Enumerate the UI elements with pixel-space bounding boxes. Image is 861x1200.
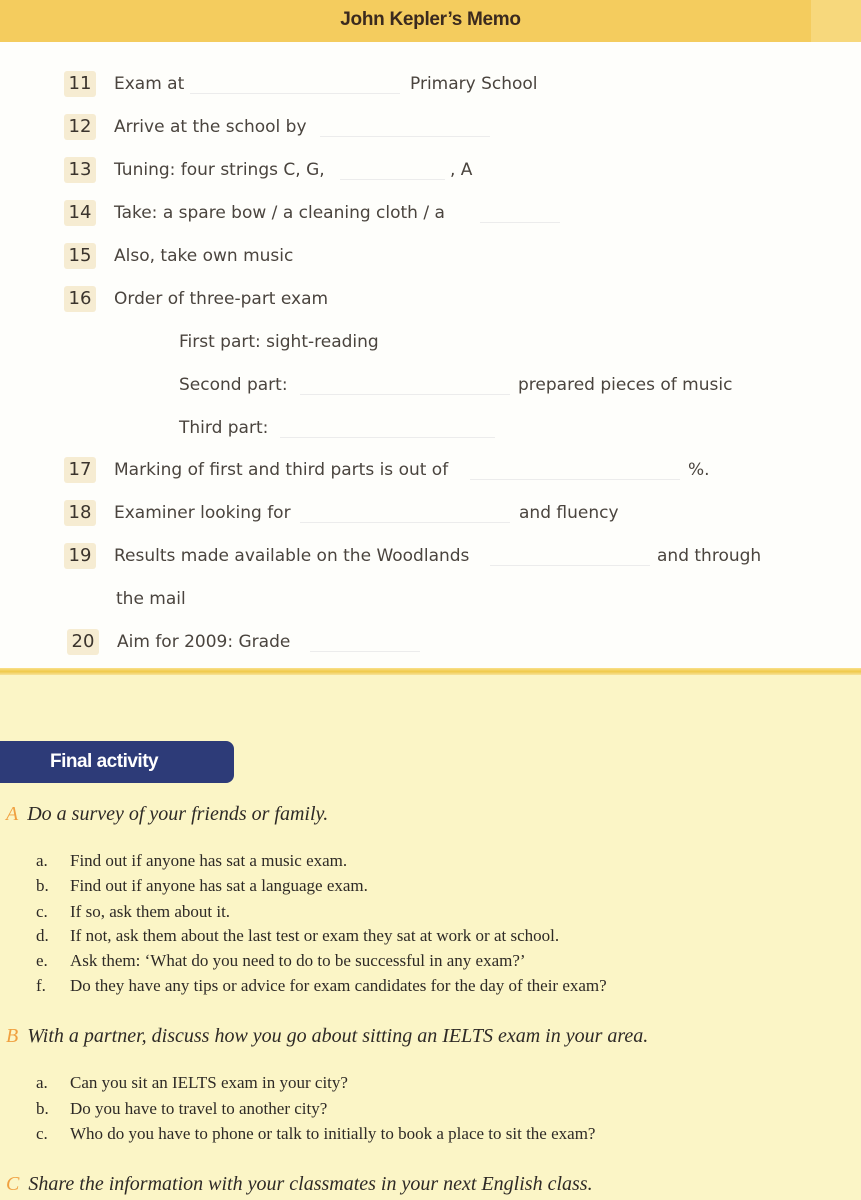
- task-a-item: [36, 851, 347, 871]
- task-b: [6, 1025, 648, 1048]
- answer-blank[interactable]: [300, 394, 510, 395]
- item-text: If not, ask them about the last test or exam they sat at work or at school.: [70, 926, 560, 945]
- answer-blank[interactable]: [310, 651, 420, 652]
- section-divider: [0, 668, 861, 675]
- task-letter: A: [6, 803, 19, 825]
- item-text: Exam at: [114, 74, 185, 94]
- exam-part-second: [0, 372, 861, 402]
- memo-item-13: [0, 157, 861, 187]
- task-a-item: [36, 951, 526, 971]
- item-text: the mail: [116, 589, 186, 609]
- item-label: b.: [36, 876, 49, 895]
- task-a-item: [36, 926, 559, 946]
- question-number: 19: [64, 543, 96, 569]
- item-text: Results made available on the Woodlands: [114, 546, 470, 566]
- memo-item-11: [0, 71, 861, 101]
- final-activity-title: Final activity: [50, 751, 159, 772]
- memo-item-15: [0, 243, 861, 273]
- item-text: Who do you have to phone or talk to initially to book a place to sit the exam?: [70, 1124, 596, 1143]
- answer-blank[interactable]: [470, 479, 680, 480]
- memo-item-14: [0, 200, 861, 230]
- item-text: If so, ask them about it.: [70, 902, 231, 921]
- item-text: Ask them: ‘What do you need to do to be successful in any exam?’: [70, 951, 526, 970]
- question-number: 15: [64, 243, 96, 269]
- final-activity-badge: [0, 741, 234, 783]
- answer-blank[interactable]: [320, 136, 490, 137]
- item-text: Tuning: four strings C, G,: [114, 160, 325, 180]
- task-text: Do a survey of your friends or family.: [27, 803, 329, 825]
- memo-item-19-continuation: [0, 586, 861, 616]
- item-text-after: Primary School: [410, 74, 538, 94]
- task-letter: C: [6, 1173, 20, 1195]
- task-letter: B: [6, 1025, 19, 1047]
- answer-blank[interactable]: [480, 222, 560, 223]
- memo-item-16: [0, 286, 861, 316]
- item-text-after: , A: [450, 160, 473, 180]
- question-number: 20: [67, 629, 99, 655]
- exam-part-first: [0, 329, 861, 359]
- question-number: 12: [64, 114, 96, 140]
- item-text-after: and through: [657, 546, 762, 566]
- question-number: 18: [64, 500, 96, 526]
- item-text: Marking of first and third parts is out of: [114, 460, 449, 480]
- item-text: Can you sit an IELTS exam in your city?: [70, 1073, 348, 1092]
- memo-title: John Kepler’s Memo: [340, 9, 521, 30]
- item-text: Find out if anyone has sat a music exam.: [70, 851, 348, 870]
- answer-blank[interactable]: [190, 93, 400, 94]
- item-text: Examiner looking for: [114, 503, 291, 523]
- item-text: Order of three-part exam: [114, 289, 329, 309]
- item-text: Also, take own music: [114, 246, 294, 266]
- question-number: 11: [64, 71, 96, 97]
- item-label: d.: [36, 926, 49, 945]
- task-a-item: [36, 902, 230, 922]
- task-b-item: [36, 1099, 327, 1119]
- question-number: 14: [64, 200, 96, 226]
- answer-blank[interactable]: [340, 179, 445, 180]
- part-label: First part: sight-reading: [179, 332, 379, 352]
- item-text-after: %.: [688, 460, 710, 480]
- item-text: Arrive at the school by: [114, 117, 307, 137]
- question-number: 13: [64, 157, 96, 183]
- task-text: With a partner, discuss how you go about sitting an IELTS exam in your area.: [27, 1025, 649, 1047]
- answer-blank[interactable]: [490, 565, 650, 566]
- part-label: Third part:: [179, 418, 269, 438]
- item-text: Find out if anyone has sat a language exam.: [70, 876, 368, 895]
- item-label: a.: [36, 851, 48, 870]
- item-label: b.: [36, 1099, 49, 1118]
- memo-item-12: [0, 114, 861, 144]
- task-b-item: [36, 1124, 595, 1144]
- memo-header: [0, 0, 861, 42]
- item-text-after: and fluency: [519, 503, 619, 523]
- item-label: a.: [36, 1073, 48, 1092]
- memo-item-17: [0, 457, 861, 487]
- item-text: Do you have to travel to another city?: [70, 1099, 328, 1118]
- task-a-item: [36, 876, 368, 896]
- item-text: Aim for 2009: Grade: [117, 632, 291, 652]
- task-text: Share the information with your classmates in your next English class.: [28, 1173, 593, 1195]
- answer-blank[interactable]: [280, 437, 495, 438]
- item-text: Take: a spare bow / a cleaning cloth / a: [114, 203, 445, 223]
- memo-item-18: [0, 500, 861, 530]
- task-a-item: [36, 976, 607, 996]
- part-text-after: prepared pieces of music: [518, 375, 733, 395]
- memo-item-19: [0, 543, 861, 573]
- item-text: Do they have any tips or advice for exam candidates for the day of their exam?: [70, 976, 607, 995]
- question-number: 16: [64, 286, 96, 312]
- task-a: [6, 803, 328, 826]
- item-label: c.: [36, 1124, 48, 1143]
- answer-blank[interactable]: [300, 522, 510, 523]
- item-label: c.: [36, 902, 48, 921]
- memo-item-20: [0, 629, 861, 659]
- exam-part-third: [0, 415, 861, 445]
- item-label: f.: [36, 976, 46, 995]
- part-label: Second part:: [179, 375, 288, 395]
- item-label: e.: [36, 951, 48, 970]
- task-b-item: [36, 1073, 348, 1093]
- task-c: [6, 1173, 593, 1196]
- question-number: 17: [64, 457, 96, 483]
